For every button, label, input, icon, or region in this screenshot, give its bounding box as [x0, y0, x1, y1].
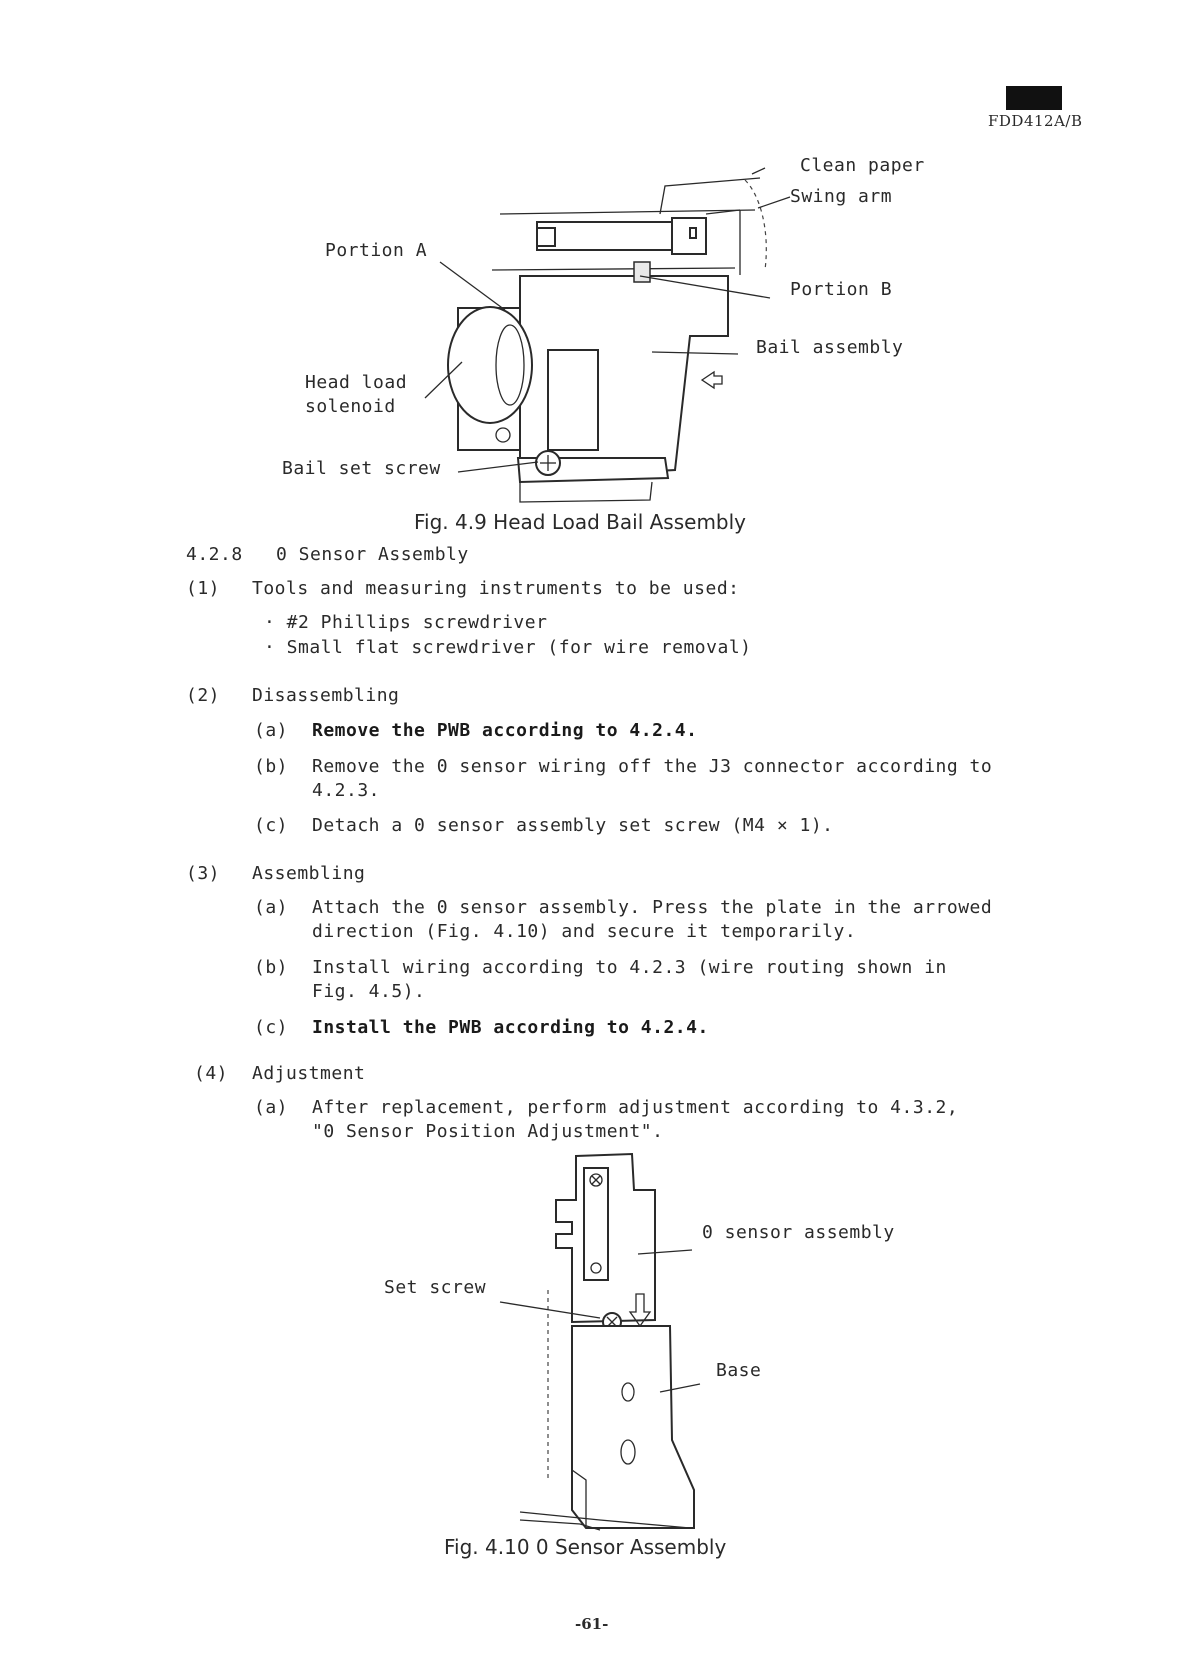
label-portion-b: Portion B: [790, 279, 893, 300]
label-base: Base: [716, 1360, 762, 1381]
label-head-load: Head load: [305, 372, 408, 393]
s3b-line-1: Install wiring according to 4.2.3 (wire routing shown in: [312, 957, 947, 978]
s2b-label: (b): [254, 756, 289, 777]
s3a-line-1: Attach the 0 sensor assembly. Press the plate in the arrowed: [312, 897, 993, 918]
s3a-line-2: direction (Fig. 4.10) and secure it temporarily.: [312, 921, 857, 942]
s2b-line-2: 4.2.3.: [312, 780, 381, 801]
section-number: 4.2.8: [186, 544, 243, 565]
s3c-text: Install the PWB according to 4.2.4.: [312, 1017, 709, 1038]
page-number: -61-: [575, 1615, 609, 1633]
s3c-label: (c): [254, 1017, 289, 1038]
s1-bullet-1: · #2 Phillips screwdriver: [264, 612, 548, 633]
s2c-label: (c): [254, 815, 289, 836]
s2-title: Disassembling: [252, 685, 400, 706]
label-swing-arm: Swing arm: [790, 186, 893, 207]
s4a-label: (a): [254, 1097, 289, 1118]
s3-number: (3): [186, 863, 221, 884]
s2a-label: (a): [254, 720, 289, 741]
s1-bullet-2: · Small flat screwdriver (for wire removal): [264, 637, 752, 658]
fig-4-9-caption: Fig. 4.9 Head Load Bail Assembly: [414, 510, 747, 534]
label-clean-paper: Clean paper: [800, 155, 925, 176]
label-portion-a: Portion A: [325, 240, 428, 261]
fig-4-10-caption: Fig. 4.10 0 Sensor Assembly: [444, 1535, 727, 1559]
s2a-text: Remove the PWB according to 4.2.4.: [312, 720, 698, 741]
label-bail-assembly: Bail assembly: [756, 337, 904, 358]
s3b-label: (b): [254, 957, 289, 978]
s3b-line-2: Fig. 4.5).: [312, 981, 426, 1002]
s3-title: Assembling: [252, 863, 366, 884]
s4-title: Adjustment: [252, 1063, 366, 1084]
section-title: 0 Sensor Assembly: [276, 544, 469, 565]
s3a-label: (a): [254, 897, 289, 918]
s2-number: (2): [186, 685, 221, 706]
s4-number: (4): [194, 1063, 229, 1084]
s2b-line-1: Remove the 0 sensor wiring off the J3 connector according to: [312, 756, 993, 777]
s1-number: (1): [186, 578, 221, 599]
label-0-sensor-assembly: 0 sensor assembly: [702, 1222, 895, 1243]
document-code: FDD412A/B: [988, 112, 1083, 130]
s4a-line-1: After replacement, perform adjustment according to 4.3.2,: [312, 1097, 959, 1118]
label-bail-set-screw: Bail set screw: [282, 458, 441, 479]
label-solenoid: solenoid: [305, 396, 396, 417]
s1-title: Tools and measuring instruments to be used:: [252, 578, 740, 599]
s2c-text: Detach a 0 sensor assembly set screw (M4 × 1).: [312, 815, 834, 836]
label-set-screw: Set screw: [384, 1277, 487, 1298]
s4a-line-2: "0 Sensor Position Adjustment".: [312, 1121, 664, 1142]
